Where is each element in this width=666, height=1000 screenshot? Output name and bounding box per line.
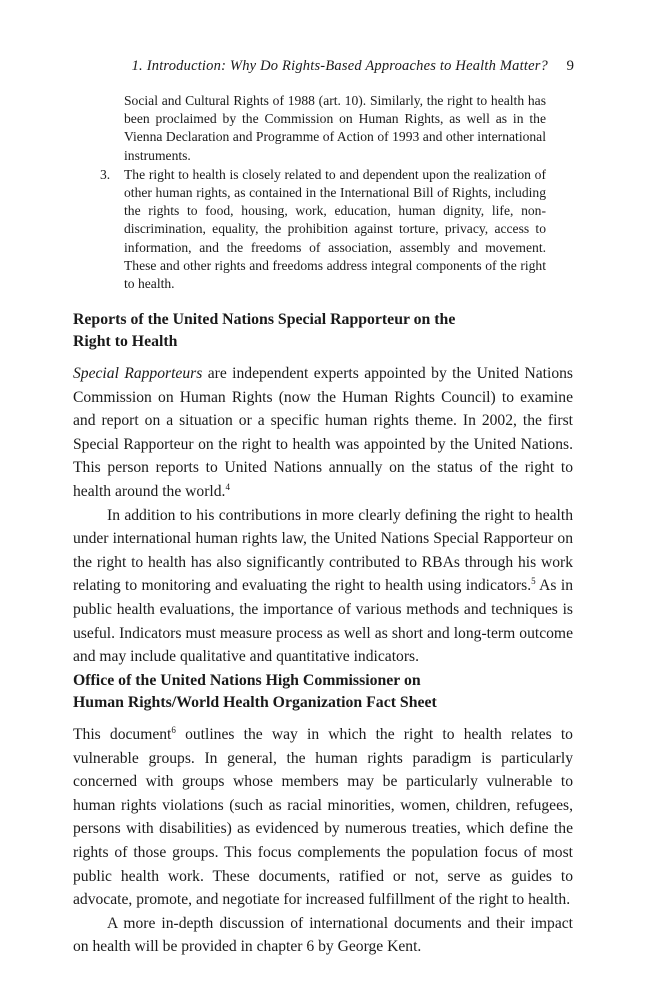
- footnote-ref: 6: [171, 725, 176, 735]
- paragraph: A more in-depth discussion of international documents and their impact on health will be provided in chapter 6 by George Kent.: [73, 914, 573, 956]
- section-heading-line: Right to Health: [73, 333, 178, 350]
- list-item: [100, 166, 546, 293]
- section-heading-line: Reports of the United Nations Special Rapporteur on the: [73, 311, 456, 328]
- paragraph-text: outlines the way in which the right to health relates to vulnerable groups. In general, the human rights paradigm is particularly concerned with groups whose members may be particularly vulnerable to human rights violations (such as racial minorities, women, children, refugees, persons with disabilities) as evidenced by numerous treaties, which define the rights of those groups. This focus complements the population focus of most public health work. These documents, ratified or not, serve as guides to advocate, promote, and negotiate for increased fulfillment of the right to health.: [73, 726, 573, 909]
- section-heading-line: Human Rights/World Health Organization Fact Sheet: [73, 694, 437, 711]
- section-heading: [73, 670, 573, 714]
- footnote-ref: 4: [225, 481, 230, 492]
- paragraph: [73, 362, 573, 504]
- running-head-title: 1. Introduction: Why Do Rights-Based Approaches to Health Matter?: [131, 58, 548, 74]
- paragraph-text: As in public health evaluations, the importance of various methods and techniques is useful. Indicators must measure process as well as short and long-term outcome and may include qualitative and quantitative indicators.: [73, 577, 573, 666]
- section-special-rapporteur: [73, 309, 573, 669]
- paragraph: [73, 723, 573, 912]
- running-head: [0, 58, 666, 78]
- list-item-continuation: Social and Cultural Rights of 1988 (art. 10). Similarly, the right to health has been proclaimed by the Commission on Human Rights, as well as in the Vienna Declaration and Programme of Action of 1993 and other international instruments.: [124, 93, 546, 163]
- footnote-ref: 5: [531, 576, 536, 587]
- page-number: 9: [566, 58, 574, 74]
- paragraph-text: This document: [73, 726, 172, 743]
- list-item-number: 3.: [100, 166, 111, 182]
- section-heading-line: Office of the United Nations High Commissioner on: [73, 672, 421, 689]
- numbered-list: [100, 92, 546, 293]
- paragraph-text: In addition to his contributions in more clearly defining the right to health under international human rights law, the United Nations Special Rapporteur on the right to health has also significantly contributed to RBAs through his work relating to monitoring and evaluating the right to health using indicators.: [73, 506, 573, 595]
- italic-term: Special Rapporteurs: [73, 365, 203, 382]
- section-ohchr-who-fact-sheet: [73, 670, 573, 959]
- section-body: [73, 362, 573, 669]
- section-heading: [73, 309, 573, 353]
- list-item-text: The right to health is closely related to and dependent upon the realization of other human rights, as contained in the International Bill of Rights, including the rights to food, housing, work, education, human dignity, life, non-discrimination, equality, the prohibition against torture, privacy, access to information, and the freedoms of association, assembly and movement. These and other rights and freedoms address integral components of the right to health.: [124, 166, 546, 292]
- section-body: [73, 723, 573, 959]
- paragraph-text: are independent experts appointed by the United Nations Commission on Human Rights (now the Human Rights Council) to examine and report on a situation or a specific human rights theme. In 2002, the first Special Rapporteur on the right to health was appointed by the United Nations. This person reports to United Nations annually on the status of the right to health around the world.: [73, 365, 573, 500]
- paragraph: [73, 504, 573, 669]
